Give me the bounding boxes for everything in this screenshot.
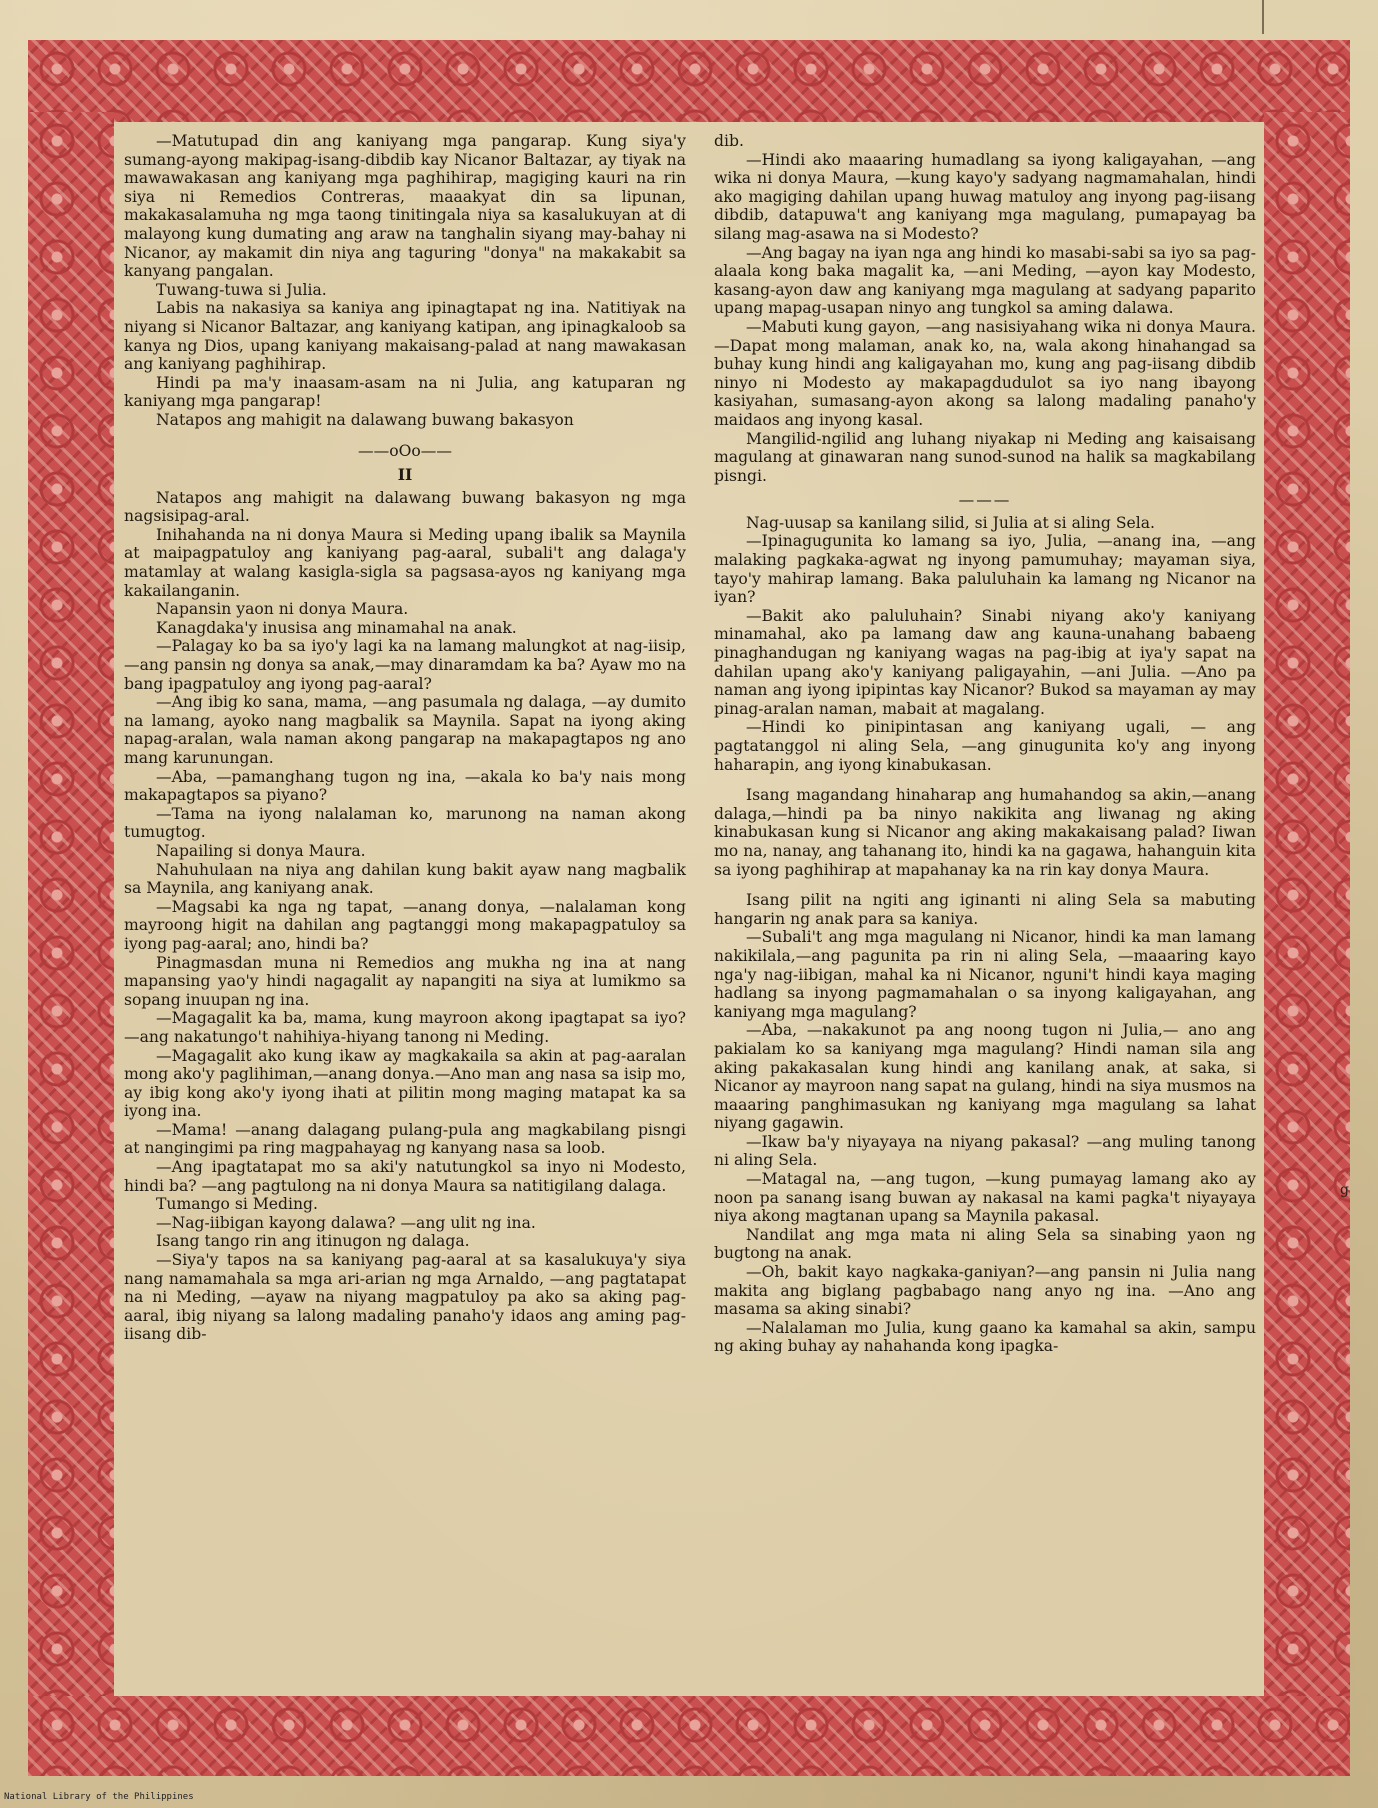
paragraph: —Aba, —nakakunot pa ang noong tugon ni Julia,— ano ang pakialam ko sa kaniyang mga magulang? Hindi naman sila ang aking pakakasalan kung hindi ang kanilang anak, at saka, si Nicanor ay mayroon nang sapat na gulang, hindi na siya musmos na maaaring panghimasukan ng kaniyang mga magulang sa lahat niyang gagawin. [714,1021,1256,1133]
paragraph: —Palagay ko ba sa iyo'y lagi ka na lamang malungkot at nag-iisip,—ang pansin ng donya sa anak,—may dinaramdam ka ba? Ayaw mo na bang ipagpatuloy ang iyong pag-aaral? [124,637,686,693]
paragraph: Tuwang-tuwa si Julia. [156,280,327,299]
paragraph: Natapos ang mahigit na dalawang buwang bakasyon ng mga nagsisipag-aral. [124,488,686,526]
paragraph: —Aba, —pamanghang tugon ng ina, —akala ko ba'y nais mong makapagtapos sa piyano? [124,767,686,805]
scene-break: ——— [958,491,1012,510]
ornamental-border-top [28,40,1350,122]
paragraph: —Subali't ang mga magulang ni Nicanor, hindi ka man lamang nakikilala,—ang pagunita pa rin ni aling Sela, —maaaring kayo nga'y nag-iibigan, mahal ka ni Nicanor, nguni't hindi kaya maging hadlang sa inyong pagmamahalan o sa inyong kaligayahan, ang kaniyang mga magulang? [714,928,1256,1021]
chapter-heading: II [397,465,413,485]
paragraph: —Nalalaman mo Julia, kung gaano ka kamahal sa akin, sampu ng aking buhay ay nahahanda kong ipagka- [714,1318,1256,1356]
paragraph: Inihahanda na ni donya Maura si Meding upang ibalik sa Maynila at maipagpatuloy ang kaniyang pag-aaral, subali't ang dalaga'y matamlay at walang kasigla-sigla sa pagsasa-ayos ng kaniyang mga kakailanganin. [124,525,686,600]
paragraph: Nahuhulaan na niya ang dahilan kung bakit ayaw nang magbalik sa Maynila, ang kaniyang anak. [124,860,686,898]
paragraph: —Ang ibig ko sana, mama, —ang pasumala ng dalaga, —ay dumito na lamang, ayoko nang magbalik sa Maynila. Sapat na iyong aking napag-aralan, wala naman akong pangarap na makapagtapos ng ano mang karunungan. [124,693,686,767]
paragraph: —Ang ipagtatapat mo sa aki'y natutungkol sa inyo ni Modesto, hindi ba? —ang pagtulong na ni donya Maura sa natitigilang dalaga. [124,1158,686,1195]
ornamental-border-right [1264,112,1350,1706]
paragraph: —Hindi ko pinipintasan ang kaniyang ugali, — ang pagtatanggol ni aling Sela, —ang ginugunita ko'y ang inyong haharapin, ang iyong kinabukasan. [714,718,1256,774]
margin-mark: g [1340,1182,1349,1198]
left-column [124,132,686,1344]
paragraph: —Magagalit ka ba, mama, kung mayroon akong ipagtapat sa iyo? —ang nakatungo't nahihiya-hiyang tanong ni Meding. [124,1009,686,1046]
footer-credit: National Library of the Philippines [4,1792,194,1802]
paragraph: Natapos ang mahigit na dalawang buwang bakasyon [156,410,574,429]
paragraph: —Magagalit ako kung ikaw ay magkakaila sa akin at pag-aaralan mong ako'y paglihiman,—anang donya.—Ano man ang nasa sa isip mo, ay ibig kong ako'y iyong ihati at pilitin mong maging matapat ka sa iyong ina. [124,1046,686,1121]
paragraph: Isang magandang hinaharap ang humahandog sa akin,—anang dalaga,—hindi pa ba ninyo nakikita ang liwanag ng aking kinabukasan kung si Nicanor ang aking makakaisang palad? Iiwan mo na, nanay, ang tahanang ito, hindi ka na gagawa, hahanguin kita sa iyong paghihirap at mapahanay ka na rin kay donya Maura. [714,786,1256,879]
paragraph: Isang pilit na ngiti ang iginanti ni aling Sela sa mabuting hangarin ng anak para sa kaniya. [714,891,1256,928]
paragraph: Kanagdaka'y inusisa ang minamahal na anak. [156,618,517,637]
text-area [114,122,1264,1696]
paragraph: Tumango si Meding. [156,1195,318,1214]
paragraph: Nag-uusap sa kanilang silid, si Julia at si aling Sela. [746,513,1156,532]
paragraph: Napansin yaon ni donya Maura. [156,600,409,619]
paragraph: —Ipinagugunita ko lamang sa iyo, Julia, —anang ina, —ang malaking pagkaka-agwat ng inyong pamumuhay; mayaman siya, tayo'y mahirap lamang. Baka paluluhain ka lamang ng Nicanor na iyan? [714,532,1256,607]
paragraph: —Siya'y tapos na sa kaniyang pag-aaral at sa kasalukuya'y siya nang namamahala sa mga ari-arian ng mga Arnaldo, —ang pagtatapat na ni Meding, —ayaw na niyang magpatuloy pa ako sa aking pag-aaral, ibig niyang sa lalong madaling panaho'y idaos ang aming pag-iisang dib- [124,1251,686,1344]
paragraph: —Ang bagay na iyan nga ang hindi ko masabi-sabi sa iyo sa pag-alaala kong baka magalit ka, —ani Meding, —ayon kay Modesto, kasang-ayon daw ang kaniyang mga magulang at sadyang paparito upang mapag-usapan ninyo ang tungkol sa aming dalawa. [714,243,1256,318]
right-column [714,132,1256,1356]
paragraph: —Mama! —anang dalagang pulang-pula ang magkabilang pisngi at nangingimi pa ring magpahayag ng kanyang nasa sa loob. [124,1120,686,1158]
paragraph: —Magsabi ka nga ng tapat, —anang donya, —nalalaman kong mayroong higit na dahilan ang pagtanggi mong makapagpatuloy sa iyong pag-aaral; ano, hindi ba? [124,897,686,953]
ornamental-border-bottom [28,1696,1350,1776]
paragraph: —Hindi ako maaaring humadlang sa iyong kaligayahan, —ang wika ni donya Maura, —kung kayo'y sadyang nagmamahalan, hindi ako magiging dahilan upang huwag matuloy ang inyong pag-iisang dibdib, datapuwa't ang kaniyang mga magulang, pumapayag ba silang mag-asawa na si Modesto? [714,150,1256,243]
paragraph: —Oh, bakit kayo nagkaka-ganiyan?—ang pansin ni Julia nang makita ang biglang pagbabago nang anyo ng ina. —Ano ang masama sa aking sinabi? [714,1263,1256,1319]
paragraph: —Ikaw ba'y niyayaya na niyang pakasal? —ang muling tanong ni aling Sela. [714,1132,1256,1170]
paragraph: —Tama na iyong nalalaman ko, marunong na naman akong tumugtog. [124,804,686,842]
paragraph: Nandilat ang mga mata ni aling Sela sa sinabing yaon ng bugtong na anak. [714,1225,1256,1263]
paragraph: Isang tango rin ang itinugon ng dalaga. [156,1232,470,1251]
paragraph: Napailing si donya Maura. [156,841,366,860]
paragraph: dib. [714,132,744,150]
paragraph: —Matutupad din ang kaniyang mga pangarap. Kung siya'y sumang-ayong makipag-isang-dibdib kay Nicanor Baltazar, ay tiyak na mawawakasan ang kaniyang mga paghihirap, magiging kauri na rin siya ni Remedios Contreras, maaakyat din sa lipunan, makakasalamuha ng mga taong tinitingala niya sa kasalukuyan at di malayong kung dumating ang araw na tanghalin siyang may-bahay ni Nicanor, ay makamit din niya ang taguring "donya" na makakabit sa kanyang pangalan. [124,132,686,281]
paragraph: —Matagal na, —ang tugon, —kung pumayag lamang ako ay noon pa sanang isang buwan ay nakasal na kami pagka't niyayaya niya akong magtanan upang sa Maynila pakasal. [714,1170,1256,1226]
paragraph: —Mabuti kung gayon, —ang nasisiyahang wika ni donya Maura. —Dapat mong malaman, anak ko, na, wala akong hinahangad sa buhay kung hindi ang kaligayahan mo, kung ang pag-iisang dibdib ninyo ni Modesto ay makapagdudulot sa iyo nang ibayong kasiyahan, sumasang-ayon akong sa lalong madaling panaho'y maidaos ang inyong kasal. [714,317,1256,429]
ornamental-border-left [28,112,114,1706]
paragraph: Mangilid-ngilid ang luhang niyakap ni Meding ang kaisaisang magulang at ginawaran nang sunod-sunod na halik sa magkabilang pisngi. [714,429,1256,485]
paragraph: Hindi pa ma'y inaasam-asam na ni Julia, ang katuparan ng kaniyang mga pangarap! [124,373,686,411]
paragraph: Labis na nakasiya sa kaniya ang ipinagtapat ng ina. Natitiyak na niyang si Nicanor Baltazar, ang kaniyang katipan, ang ipinagkaloob sa kanya ng Dios, upang kaniyang makaisang-palad at nang mawakasan ang kaniyang paghihirap. [124,299,686,374]
corner-mark [1262,0,1264,34]
paragraph: —Bakit ako paluluhain? Sinabi niyang ako'y kaniyang minamahal, ako pa lamang daw ang kauna-unahang babaeng pinaghandugan ng kaniyang wagas na pag-ibig at iya'y sapat na dahilan upang ako'y kaniyang paligayahin, —ani Julia. —Ano pa naman ang iyong ipipintas kay Nicanor? Bukod sa mayaman ay may pinag-aralan naman, mabait at magalang. [714,606,1256,718]
paragraph: Pinagmasdan muna ni Remedios ang mukha ng ina at nang mapansing yao'y hindi nagagalit ay napangiti na siya at lumikmo sa sopang inuupan ng ina. [124,953,686,1009]
paragraph: —Nag-iibigan kayong dalawa? —ang ulit ng ina. [156,1213,536,1232]
section-divider: ——oOo—— [358,441,452,460]
